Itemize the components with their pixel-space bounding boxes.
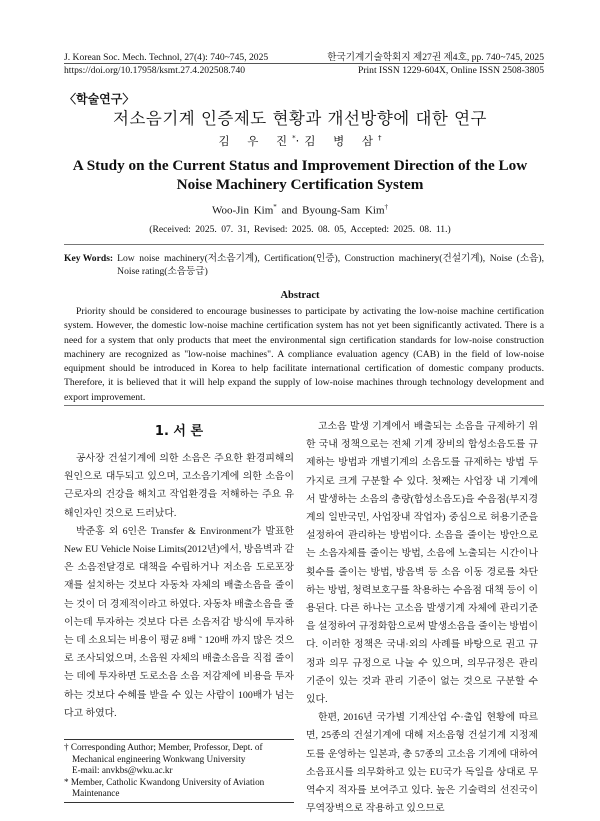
header-divider — [64, 63, 544, 64]
author-separator: · — [295, 134, 305, 148]
section-heading: 1. 서 론 — [154, 424, 204, 439]
footnote-divider — [64, 739, 294, 740]
footnote-bottom-divider — [64, 802, 294, 803]
issn-info: Print ISSN 1229-604X, Online ISSN 2508-3805 — [357, 65, 544, 76]
keywords-label: Key Words: — [64, 253, 114, 264]
paragraph: 고소음 발생 기계에서 배출되는 소음을 규제하기 위한 국내 정책으로는 전체 기계 장비의 합성소음도를 규제하는 방법과 개별기계의 소음도를 규제하는 방법 두 가지로 크게 구분할 수 있다. 첫째는 사업장 내 기계에서 발생하는 소음의 총량(합성소음도)을 수음점(부지경계의 일반국민, 사업장내 작업자) 중심으로 허용기준을 설정하여 관리하는 방법이다. 소음을 줄이는 방안으로는 소음자체를 줄이는 방법, 소음에 노출되는 시간이나 횟수를 줄이는 방법, 방음벽 등 소음 이동 경로를 차단하는 방법, 청력보호구를 착용하는 수음점 대책 등이 이용된다. 다른 하나는 고소음 발생기계 자체에 관리기준을 설정하여 규정화함으로써 발생소음을 줄이는 방법이다. 이러한 정책은 국내·외의 사례를 바탕으로 권고 규정과 의무 규정으로 나눌 수 있으며, 의무규정은 관리 기준이 있는 것과 관리 기준이 없는 것으로 구분할 수 있다. — [306, 421, 538, 706]
keywords — [64, 252, 544, 278]
author-2-mark: † — [377, 134, 382, 143]
author-2-ko: 김 병 삼 — [304, 134, 378, 148]
footnote-email[interactable]: E-mail: anvkbs@wku.ac.kr — [72, 765, 173, 775]
paragraph: 공사장 건설기계에 의한 소음은 주요한 환경피해의 원인으로 대두되고 있으며, 고소음기계에 의한 소음이 근로자의 건강을 해치고 작업환경을 저해하는 주요 유해인자인 것으로 드러났다. — [64, 453, 294, 519]
right-column — [306, 418, 538, 818]
article-category: 〈학술연구〉 — [64, 92, 135, 106]
keywords-text: Low noise machinery(저소음기계), Certification(인증), Construction machinery(건설기계), Noise (소음), Noise rating(소음등급) — [117, 253, 544, 277]
journal-citation: J. Korean Soc. Mech. Technol, 27(4): 740~745, 2025 — [64, 52, 269, 63]
author-1-en-mark: * — [273, 203, 277, 211]
author-1-en: Woo-Jin Kim — [211, 204, 274, 217]
doi-link[interactable]: https://doi.org/10.17958/ksmt.27.4.202508.740 — [64, 65, 246, 76]
author-1-mark: * — [292, 134, 296, 143]
abstract-text: Priority should be considered to encourage businesses to participate by activating the low-noise machine certification system. However, the domestic low-noise machine certification system has not yet been significantly activated. There is a need for a system that only products that meet the environmental sign certification standards for low-noise construction machinery are recognized as "low-noise machines". A compliance evaluation agency (CAB) in the field of low-noise equipment should be introduced in Korea to help facilitate international certification of domestic company products. Therefore, it is believed that it will help expand the supply of low-noise machines through technology development and export improvement. — [64, 306, 544, 403]
author-2-en-mark: † — [384, 203, 389, 211]
footnotes — [64, 742, 294, 800]
left-column — [64, 450, 294, 723]
authors-korean — [0, 133, 600, 149]
keywords-top-divider — [64, 244, 544, 245]
abstract-title: Abstract — [280, 290, 320, 301]
author-conjunction: and — [276, 204, 303, 217]
abstract-bottom-divider — [64, 405, 544, 406]
author-2-en: Byoung-Sam Kim — [302, 204, 385, 217]
authors-english — [0, 203, 600, 217]
author-1-ko: 김 우 진 — [218, 134, 293, 148]
paragraph: 한편, 2016년 국가별 기계산업 수·출입 현황에 따르면, 25종의 건설기계에 대해 저소음형 건설기계 지정제도를 운영하는 일본과, 총 57종의 고소음 기계에 대하여 소음표시를 의무화하고 있는 EU국가 독일을 상대로 무역수지 적자를 보여주고 있다. 높은 기술력의 선진국이 무역장벽으로 작용하고 있으므로 — [306, 712, 538, 815]
title-english: A Study on the Current Status and Improvement Direction of the Low Noise Machinery Certification System — [72, 157, 528, 193]
footnote-corresponding-author: † Corresponding Author; Member, Professor, Dept. of Mechanical engineering Wonkwang University — [64, 742, 263, 764]
submission-dates: (Received: 2025. 07. 31, Revised: 2025. 08. 05, Accepted: 2025. 08. 11.) — [149, 224, 451, 235]
journal-citation-ko: 한국기계기술학회지 제27권 제4호, pp. 740~745, 2025 — [327, 52, 544, 63]
paragraph: 박준홍 외 6인은 Transfer & Environment가 발표한 New EU Vehicle Noise Limits(2012년)에서, 방음벽과 같은 소음전달경로 대책을 수립하거나 저소음 도로포장재를 설치하는 것보다 자동차 자체의 배출소음을 줄이는 것이 더 경제적이라고 하였다. 자동차 배출소음을 줄이는데 투자하는 것보다 다른 소음저감 방식에 투자하는 데 소요되는 비용이 평균 8배 ˜ 120배 까지 많은 것으로 조사되었으며, 소음원 자체의 배출소음을 직접 줄이는 데에 투자하면 도로소음 소음 저감제에 비용을 투자하는 것보다 수혜를 받을 수 있는 사람이 100배가 넘는다고 하였다. — [64, 525, 294, 719]
footnote-member: * Member, Catholic Kwandong University of Aviation Maintenance — [64, 776, 265, 798]
title-korean: 저소음기계 인증제도 현황과 개선방향에 대한 연구 — [113, 109, 487, 128]
